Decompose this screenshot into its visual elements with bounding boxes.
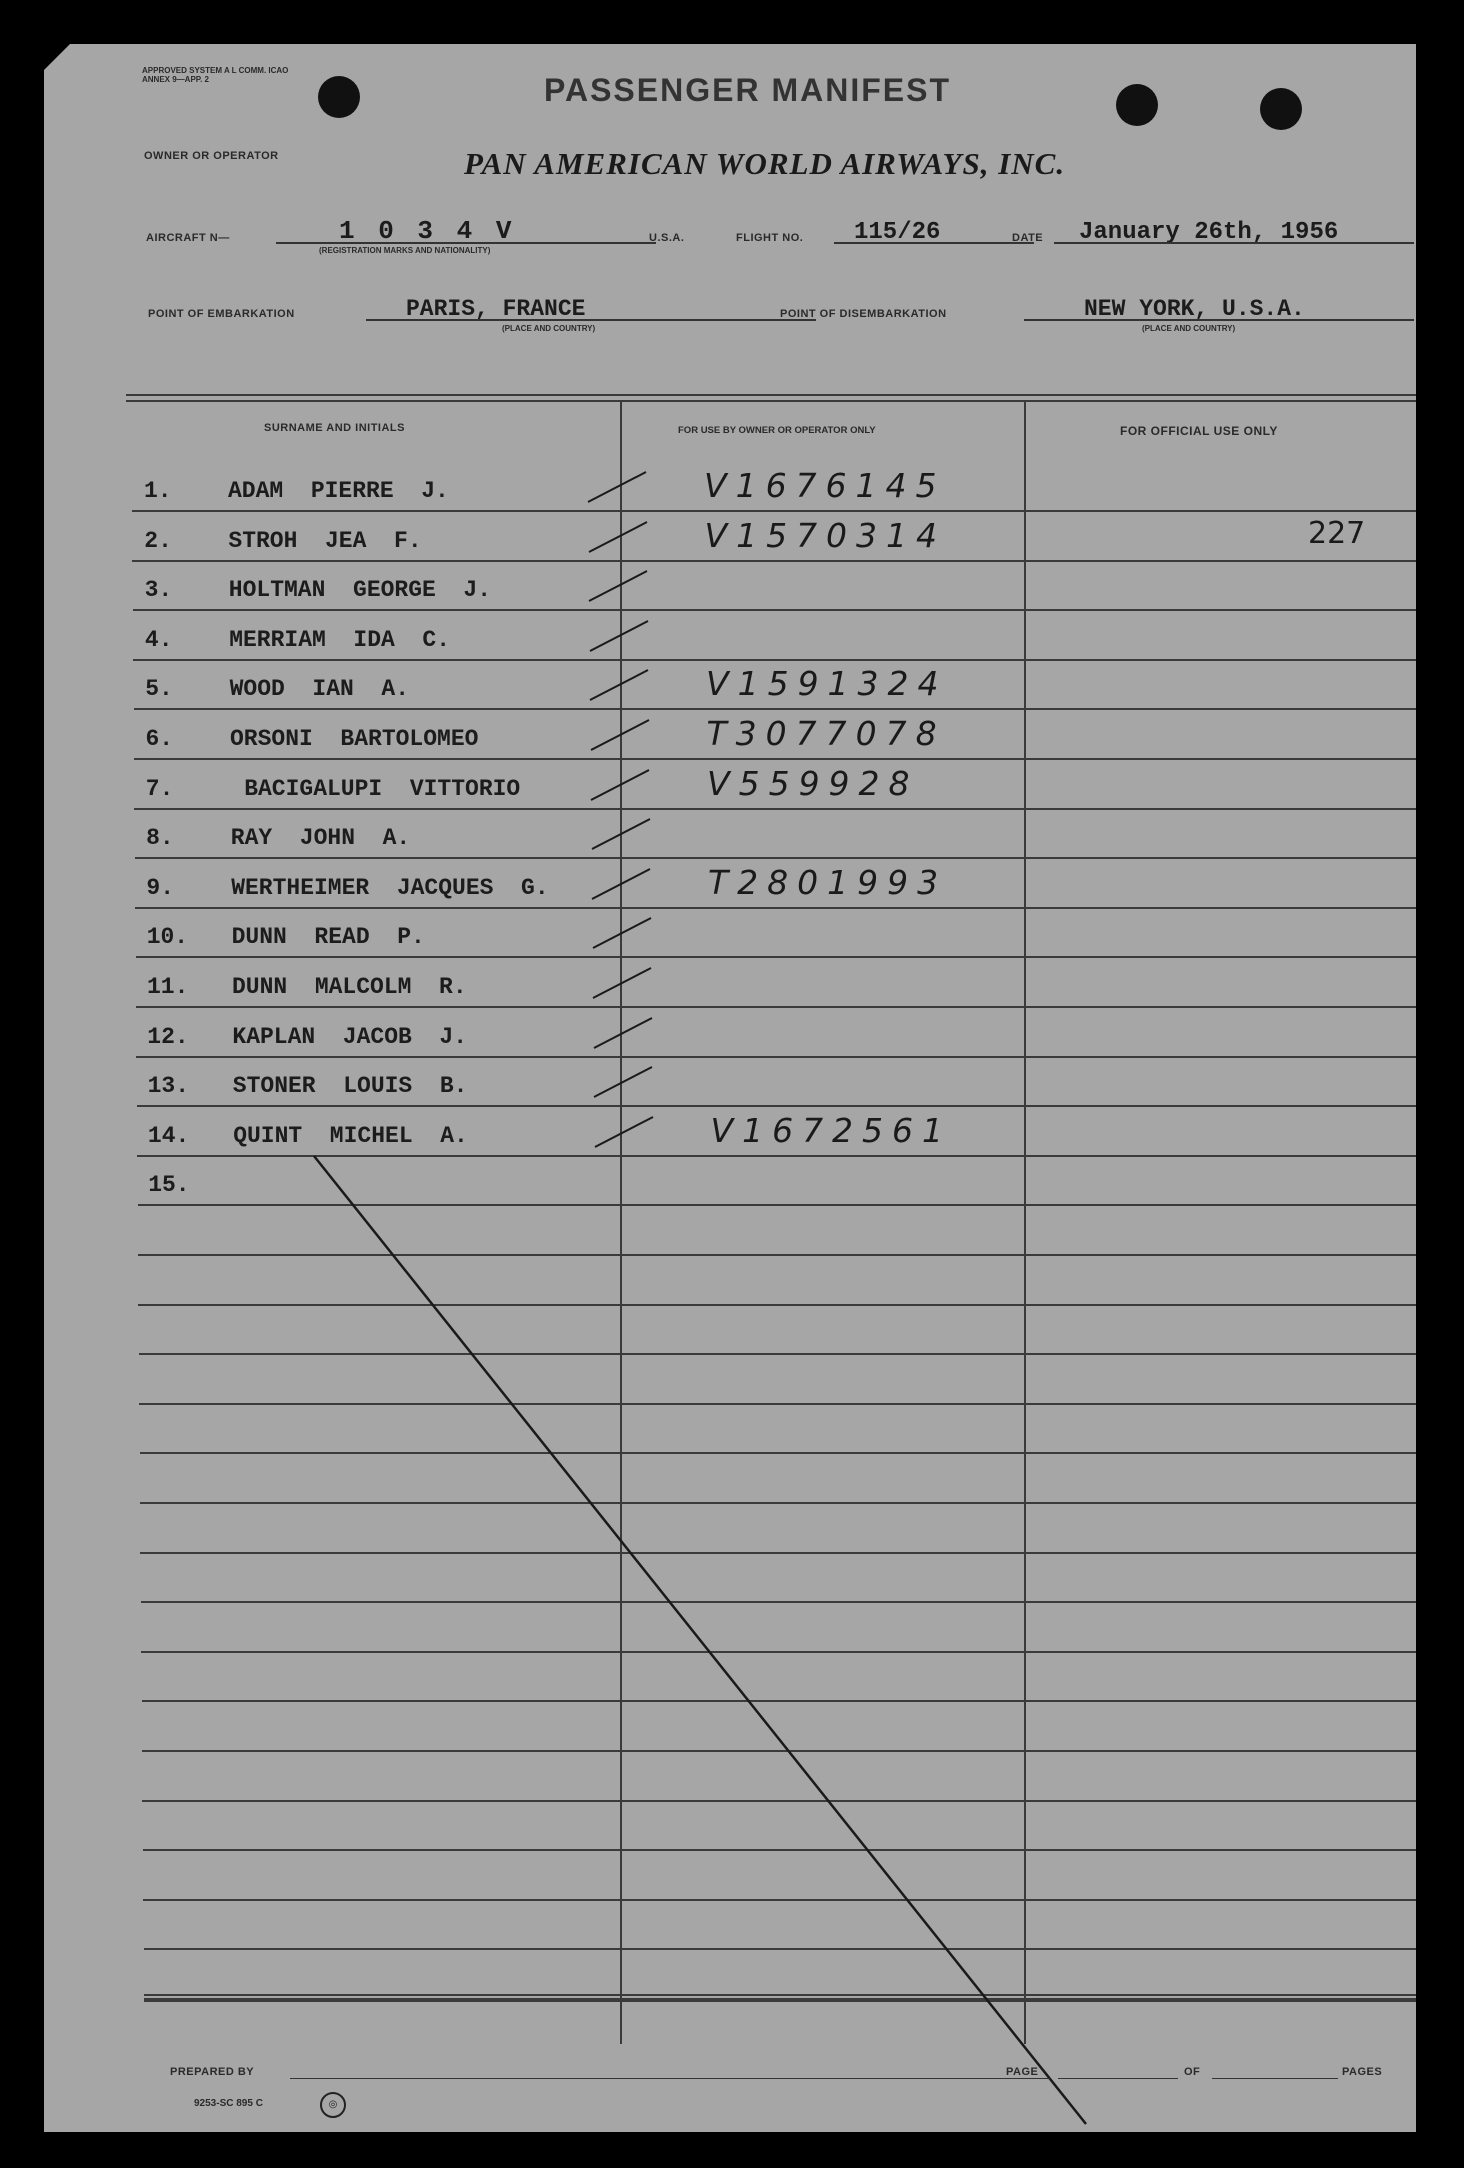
disembark-value: NEW YORK, U.S.A. [1084,296,1305,322]
operator-reference: V1676145 [704,466,946,505]
flight-value: 115/26 [854,219,941,246]
operator-reference: V1570314 [704,516,947,555]
row-number: 2. [144,528,172,554]
row-number: 8. [146,825,174,851]
row-number: 10. [146,924,189,950]
official-note: 227 [1308,516,1366,551]
row-number: 9. [146,875,174,901]
passenger-name: DUNN READ P. [231,924,425,950]
prepared-underline [290,2078,1050,2079]
pages-label: PAGES [1342,2066,1383,2078]
row-number: 6. [145,726,174,752]
row-number: 1. [144,478,172,504]
date-label: DATE [1012,232,1044,244]
row-number: 14. [147,1123,190,1149]
page-label: PAGE [1006,2066,1039,2078]
approval-note: APPROVED SYSTEM A L COMM. ICAO ANNEX 9—APP. 2 [142,66,289,84]
row-number: 3. [144,577,173,603]
disembark-caption: (PLACE AND COUNTRY) [1142,324,1236,333]
aircraft-label: AIRCRAFT N— [146,232,230,244]
column-header-official: FOR OFFICIAL USE ONLY [1120,424,1278,438]
row-number: 7. [145,776,174,802]
page-underline [1058,2078,1178,2079]
row-number: 13. [147,1073,190,1099]
usa-label: U.S.A. [649,232,685,244]
passenger-name: WOOD IAN A. [229,676,410,702]
disembark-label: POINT OF DISEMBARKATION [780,308,947,320]
of-label: OF [1184,2066,1201,2078]
embark-caption: (PLACE AND COUNTRY) [502,324,596,333]
union-bug-icon: ◎ [320,2092,346,2118]
passenger-name: WERTHEIMER JACQUES G. [231,875,549,901]
passenger-name: STONER LOUIS B. [232,1073,468,1099]
passenger-name: MERRIAM IDA C. [229,627,451,653]
aircraft-value: 1 0 3 4 V [339,216,516,246]
column-header-name: SURNAME AND INITIALS [264,422,405,434]
embark-label: POINT OF EMBARKATION [148,308,295,320]
operator-reference: V559928 [707,764,919,803]
operator-reference: T2801993 [708,863,948,902]
operator-reference: V1672561 [710,1111,953,1150]
passenger-name: DUNN MALCOLM R. [232,974,467,1000]
prepared-label: PREPARED BY [170,2066,255,2078]
passenger-name: BACIGALUPI VITTORIO [230,776,521,802]
manifest-sheet [44,44,1416,2132]
flight-label: FLIGHT NO. [736,232,804,244]
form-title: PASSENGER MANIFEST [544,72,951,108]
operator-reference: T3077078 [706,714,946,753]
row-number: 5. [145,676,173,702]
of-underline [1212,2078,1338,2079]
operator-reference: V1591324 [706,664,948,703]
column-header-operator: FOR USE BY OWNER OR OPERATOR ONLY [678,425,876,436]
date-value: January 26th, 1956 [1079,219,1339,246]
passenger-name: KAPLAN JACOB J. [232,1024,468,1050]
passenger-name: RAY JOHN A. [230,825,411,851]
embark-value: PARIS, FRANCE [406,296,586,322]
passenger-name: STROH JEA F. [228,528,422,554]
passenger-name: HOLTMAN GEORGE J. [228,577,492,603]
passenger-name: ADAM PIERRE J. [228,478,449,504]
row-number: 15. [148,1172,190,1198]
row-number: 4. [144,627,173,653]
airline-name: PAN AMERICAN WORLD AIRWAYS, INC. [464,146,1066,181]
passenger-name: QUINT MICHEL A. [233,1123,468,1149]
owner-label: OWNER OR OPERATOR [144,150,279,162]
passenger-name: ORSONI BARTOLOMEO [230,726,479,752]
row-number: 11. [147,974,189,1000]
registration-caption: (REGISTRATION MARKS AND NATIONALITY) [319,246,491,255]
form-code: 9253-SC 895 C [194,2098,263,2109]
cancel-stroke [44,44,1416,2132]
row-number: 12. [147,1024,189,1050]
